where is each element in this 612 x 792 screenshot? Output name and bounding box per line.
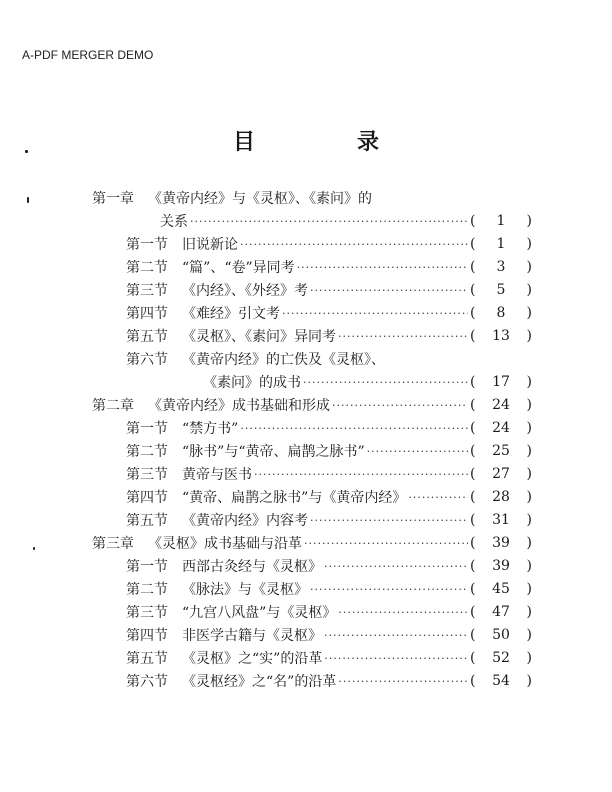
toc-leader-dots: [338, 330, 468, 343]
toc-leader-dots: [310, 514, 468, 527]
toc-entry: [126, 578, 532, 600]
toc-leader-dots: [240, 238, 468, 251]
toc-page-number: 13: [492, 328, 510, 344]
left-paren: (: [470, 259, 476, 275]
right-paren: ): [526, 236, 532, 252]
right-paren: ): [526, 259, 532, 275]
toc-entry-label: 第四节: [126, 306, 168, 322]
toc-entry-label: 第二章: [92, 398, 134, 414]
toc-entry-label: 第三章: [92, 536, 134, 552]
toc-entry-title: 《灵枢》之“实”的沿革: [182, 651, 323, 667]
toc-leader-dots: [282, 307, 468, 320]
right-paren: ): [526, 213, 532, 229]
toc-entry-label: 第一节: [126, 421, 168, 437]
toc-page-ref: [470, 604, 532, 620]
toc-leader-dots: [297, 261, 468, 274]
toc-entry-label: 第三节: [126, 283, 168, 299]
scan-speck: [33, 547, 35, 550]
right-paren: ): [526, 650, 532, 666]
right-paren: ): [526, 466, 532, 482]
left-paren: (: [470, 420, 476, 436]
toc-entry-label: 第五节: [126, 329, 168, 345]
toc-entry-label: 第三节: [126, 605, 168, 621]
toc-entry-title: 非医学古籍与《灵枢》: [182, 628, 322, 644]
toc-page-number: 25: [492, 443, 510, 459]
toc-page-ref: [470, 328, 532, 344]
toc-entry-label: 第一节: [126, 237, 168, 253]
toc-entry: [203, 371, 532, 393]
right-paren: ): [526, 604, 532, 620]
toc-leader-dots: [304, 537, 468, 550]
toc-entry-title: 西部古灸经与《灵枢》: [182, 559, 322, 575]
toc-leader-dots: [408, 491, 468, 504]
left-paren: (: [470, 443, 476, 459]
toc-page-number: 27: [492, 466, 510, 482]
toc-page-number: 17: [492, 374, 510, 390]
toc-page-ref: [470, 489, 532, 505]
toc-entry-title: 《内经》、《外经》考: [182, 283, 308, 299]
toc-leader-dots: [303, 376, 468, 389]
toc-entry-title: 《难经》引文考: [182, 306, 280, 322]
left-paren: (: [470, 581, 476, 597]
toc-entry: [126, 601, 532, 623]
toc-page-ref: [470, 397, 532, 413]
toc-entry: [126, 440, 532, 462]
left-paren: (: [470, 328, 476, 344]
right-paren: ): [526, 489, 532, 505]
toc-leader-dots: [367, 445, 468, 458]
right-paren: ): [526, 512, 532, 528]
right-paren: ): [526, 558, 532, 574]
toc-page-number: 8: [496, 305, 506, 321]
toc-page-number: 45: [492, 581, 510, 597]
toc-entry: [126, 417, 532, 439]
toc-entry: [92, 532, 532, 554]
toc-page-ref: [470, 512, 532, 528]
toc-page-ref: [470, 627, 532, 643]
toc-page-ref: [470, 466, 532, 482]
toc-entry-label: 第三节: [126, 467, 168, 483]
left-paren: (: [470, 604, 476, 620]
toc-page-ref: [470, 673, 532, 689]
right-paren: ): [526, 420, 532, 436]
toc-page-ref: [470, 236, 532, 252]
toc-entry: [92, 394, 532, 416]
toc-leader-dots: [332, 399, 468, 412]
toc-page-number: 5: [496, 282, 506, 298]
toc-leader-dots: [324, 652, 468, 665]
toc-page-ref: [470, 650, 532, 666]
toc-page-ref: [470, 443, 532, 459]
left-paren: (: [470, 673, 476, 689]
left-paren: (: [470, 512, 476, 528]
toc-page-number: 24: [492, 420, 510, 436]
toc-entry: [126, 348, 532, 370]
right-paren: ): [526, 397, 532, 413]
right-paren: ): [526, 673, 532, 689]
toc-page-ref: [470, 558, 532, 574]
toc-entry-label: 第二节: [126, 260, 168, 276]
toc-leader-dots: [254, 468, 468, 481]
toc-leader-dots: [338, 675, 468, 688]
toc-entry-title: 《灵枢经》之“名”的沿革: [182, 674, 337, 690]
scan-speck: [27, 197, 29, 203]
toc-entry-title: 《灵枢》成书基础与沿革: [148, 536, 302, 552]
toc-entry-label: 第四节: [126, 490, 168, 506]
right-paren: ): [526, 305, 532, 321]
toc-entry-label: 第六节: [126, 352, 168, 368]
toc-entry-title: 《素问》的成书: [203, 375, 301, 391]
toc-entry-label: 第一节: [126, 559, 168, 575]
toc-entry-title: 《灵枢》、《素问》异同考: [182, 329, 336, 345]
toc-page-ref: [470, 420, 532, 436]
toc-page-ref: [470, 581, 532, 597]
toc-page-number: 47: [492, 604, 510, 620]
left-paren: (: [470, 397, 476, 413]
left-paren: (: [470, 535, 476, 551]
toc-entry: [126, 555, 532, 577]
right-paren: ): [526, 443, 532, 459]
toc-entry: [160, 210, 532, 232]
toc-entry-title: 《脉法》与《灵枢》: [182, 582, 308, 598]
toc-entry: [126, 647, 532, 669]
left-paren: (: [470, 650, 476, 666]
toc-page-number: 3: [496, 259, 506, 275]
left-paren: (: [470, 282, 476, 298]
toc-entry: [126, 486, 532, 508]
toc-page-number: 1: [496, 213, 506, 229]
right-paren: ): [526, 328, 532, 344]
toc-leader-dots: [338, 606, 468, 619]
toc-entry: [126, 670, 532, 692]
toc-entry-title: “禁方书”: [182, 421, 239, 437]
toc-leader-dots: [310, 583, 468, 596]
left-paren: (: [470, 466, 476, 482]
toc-entry-title: “脉书”与“黄帝、扁鹊之脉书”: [182, 444, 365, 460]
toc-page-ref: [470, 374, 532, 390]
toc-entry-label: 第五节: [126, 513, 168, 529]
toc-page-number: 1: [496, 236, 506, 252]
toc-page-number: 39: [492, 558, 510, 574]
left-paren: (: [470, 213, 476, 229]
toc-entry-label: 第五节: [126, 651, 168, 667]
toc-page-number: 39: [492, 535, 510, 551]
toc-entry: [126, 256, 532, 278]
left-paren: (: [470, 374, 476, 390]
toc-entry-title: 黄帝与医书: [182, 467, 252, 483]
toc-entry-title: 关系: [160, 214, 188, 230]
toc-page-ref: [470, 305, 532, 321]
toc-entry-title: “九宫八风盘”与《灵枢》: [182, 605, 337, 621]
toc-page-number: 50: [492, 627, 510, 643]
toc-page-ref: [470, 259, 532, 275]
toc-leader-dots: [240, 422, 468, 435]
toc-entry-label: 第一章: [92, 191, 134, 207]
toc-entry-title: “篇”、“卷”异同考: [182, 260, 295, 276]
toc-entry-title: “黄帝、扁鹊之脉书”与《黄帝内经》: [182, 490, 407, 506]
page-title: 目 录: [232, 129, 419, 155]
right-paren: ): [526, 535, 532, 551]
toc-page-number: 28: [492, 489, 510, 505]
toc-entry-label: 第二节: [126, 582, 168, 598]
toc-leader-dots: [310, 284, 468, 297]
right-paren: ): [526, 374, 532, 390]
right-paren: ): [526, 627, 532, 643]
toc-entry-title: 旧说新论: [182, 237, 238, 253]
toc-entry: [126, 279, 532, 301]
toc-page-number: 24: [492, 397, 510, 413]
toc-entry-label: 第六节: [126, 674, 168, 690]
toc-entry-label: 第四节: [126, 628, 168, 644]
toc-entry: [126, 509, 532, 531]
toc-entry-title: 《黄帝内经》成书基础和形成: [148, 398, 330, 414]
toc-entry-label: 第二节: [126, 444, 168, 460]
toc-page-ref: [470, 213, 532, 229]
toc-page-ref: [470, 282, 532, 298]
toc-entry: [126, 624, 532, 646]
toc-leader-dots: [190, 215, 468, 228]
left-paren: (: [470, 489, 476, 505]
left-paren: (: [470, 305, 476, 321]
left-paren: (: [470, 236, 476, 252]
right-paren: ): [526, 581, 532, 597]
toc-page-ref: [470, 535, 532, 551]
left-paren: (: [470, 627, 476, 643]
toc-leader-dots: [324, 629, 468, 642]
toc-entry-title: 《黄帝内经》的亡佚及《灵枢》、: [182, 352, 385, 368]
toc-entry: [126, 463, 532, 485]
toc-entry: [126, 233, 532, 255]
toc-page-number: 54: [492, 673, 510, 689]
toc-entry: [126, 302, 532, 324]
left-paren: (: [470, 558, 476, 574]
toc-page-number: 52: [492, 650, 510, 666]
toc-entry: [92, 187, 532, 209]
toc-entry-title: 《黄帝内经》与《灵枢》、《素问》的: [148, 191, 372, 207]
watermark-text: A-PDF MERGER DEMO: [22, 48, 154, 62]
right-paren: ): [526, 282, 532, 298]
toc-leader-dots: [324, 560, 468, 573]
toc-page-number: 31: [492, 512, 510, 528]
toc-entry-title: 《黄帝内经》内容考: [182, 513, 308, 529]
toc-entry: [126, 325, 532, 347]
